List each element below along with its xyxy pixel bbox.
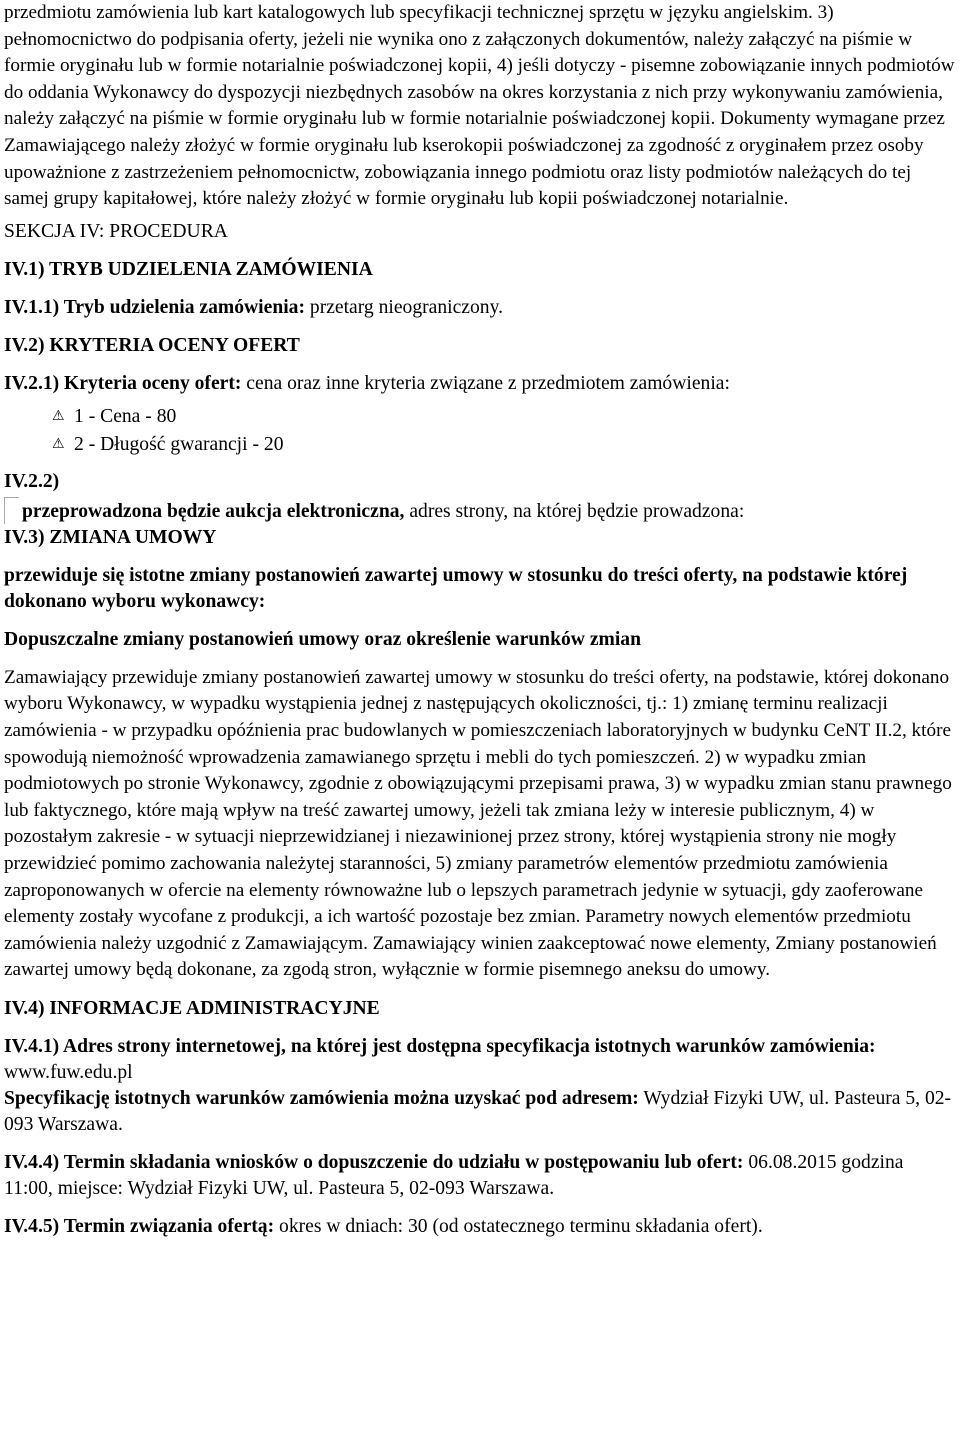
iv4-1-line xyxy=(4,1034,956,1086)
spec-line xyxy=(4,1086,956,1138)
intro-paragraph: przedmiotu zamówienia lub kart katalogowych lub specyfikacji technicznej sprzętu w języku angielskim. 3) pełnomocnictwo do podpisania oferty, jeżeli nie wynika ono z załączonych dokumentów, należy załączyć na piśmie w formie oryginału lub w formie notarialnie poświadczonej kopii, 4) jeśli dotyczy - pisemne zobowiązanie innych podmiotów do oddania Wykonawcy do dyspozycji niezbędnych zasobów na okres korzystania z nich przy wykonywaniu zamówienia, należy załączyć na piśmie w formie oryginału lub w formie notarialnie poświadczonej kopii. Dokumenty wymagane przez Zamawiającego należy złożyć w formie oryginału lub kserokopii poświadczonej za zgodność z oryginałem przez osoby upoważnione z zastrzeżeniem pełnomocnictw, zobowiązania innego podmiotu oraz listy podmiotów należących do tej samej grupy kapitałowej, które należy złożyć w formie oryginału lub kopii poświadczonej notarialnie. xyxy=(4,2,955,210)
iv4-5-line xyxy=(4,1214,956,1240)
iv1-1-value: przetarg nieograniczony. xyxy=(305,296,504,318)
iv2-1-label: IV.2.1) Kryteria oceny ofert: xyxy=(4,372,242,394)
spec-label: Specyfikację istotnych warunków zamówienia można uzyskać pod adresem: xyxy=(4,1087,639,1109)
iv4-4-label: IV.4.4) Termin składania wniosków o dopuszczenie do udziału w postępowaniu lub ofert: xyxy=(4,1151,744,1173)
iv1-1-line xyxy=(4,295,956,321)
iv4-5-label: IV.4.5) Termin związania ofertą: xyxy=(4,1215,275,1237)
criteria-list xyxy=(4,403,956,459)
checkbox-marker-icon xyxy=(4,497,19,524)
warning-bullet-icon: ⚠ xyxy=(52,436,65,452)
iv4-heading: IV.4) INFORMACJE ADMINISTRACYJNE xyxy=(4,997,380,1019)
iv3-subheading: Dopuszczalne zmiany postanowień umowy oraz określenie warunków zmian xyxy=(4,628,641,650)
iv4-1-value: www.fuw.edu.pl xyxy=(4,1061,133,1083)
criterion-text: 2 - Długość gwarancji - 20 xyxy=(74,433,284,455)
iv2-heading: IV.2) KRYTERIA OCENY OFERT xyxy=(4,334,300,356)
list-item xyxy=(52,403,956,431)
iv4-4-value: 06.08.2015 godzina 11:00, miejsce: Wydział Fizyki UW, ul. Pasteura 5, 02-093 Warszawa. xyxy=(4,1151,904,1199)
iv3-intro: przewiduje się istotne zmiany postanowień zawartej umowy w stosunku do treści oferty, na podstawie której dokonano wyboru wykonawcy: xyxy=(4,564,908,612)
list-item xyxy=(52,431,956,459)
section-title: SEKCJA IV: PROCEDURA xyxy=(4,220,228,242)
criterion-text: 1 - Cena - 80 xyxy=(74,405,177,427)
aukcja-value: adres strony, na której będzie prowadzona: xyxy=(404,500,745,522)
iv4-5-value: okres w dniach: 30 (od ostatecznego terminu składania ofert). xyxy=(274,1215,763,1237)
iv3-heading: IV.3) ZMIANA UMOWY xyxy=(4,526,217,548)
aukcja-label: przeprowadzona będzie aukcja elektroniczna, xyxy=(22,500,405,522)
iv1-1-label: IV.1.1) Tryb udzielenia zamówienia: xyxy=(4,296,305,318)
iv2-1-value: cena oraz inne kryteria związane z przedmiotem zamówienia: xyxy=(241,372,730,394)
warning-bullet-icon: ⚠ xyxy=(52,408,65,424)
aukcja-row xyxy=(4,499,956,525)
iv3-body: Zamawiający przewiduje zmiany postanowień zawartej umowy w stosunku do treści oferty, na podstawie, której dokonano wyboru Wykonawcy, w wypadku wystąpienia jednej z następujących okoliczności, tj.: 1) zmianę terminu realizacji zamówienia - w przypadku opóźnienia prac budowlanych w pomieszczeniach laboratoryjnych w budynku CeNT II.2, które spowodują niemożność wprowadzenia zamawianego sprzętu i mebli do tych pomieszczeń. 2) w wypadku zmian podmiotowych po stronie Wykonawcy, zgodnie z obowiązującymi przepisami prawa, 3) w wypadku zmian stanu prawnego lub faktycznego, które mają wpływ na treść zawartej umowy, jeżeli tak zmiana leży w interesie publicznym, 4) w pozostałym zakresie - w sytuacji nieprzewidzianej i niezawinionej przez strony, której wystąpienia strony nie mogły przewidzieć pomimo zachowania należytej staranności, 5) zmiany parametrów elementów przedmiotu zamówienia zaproponowanych w ofercie na elementy równoważne lub o lepszych parametrach jedynie w sytuacji, gdy zaoferowane elementy zostały wycofane z produkcji, a ich wartość pozostaje bez zmian. Parametry nowych elementów przedmiotu zamówienia należy uzgodnić z Zamawiającym. Zamawiający winien zaakceptować nowe elementy, Zmiany postanowień zawartej umowy będą dokonane, za zgodą stron, wyłącznie w formie pisemnego aneksu do umowy. xyxy=(4,666,952,981)
iv4-1-label: IV.4.1) Adres strony internetowej, na której jest dostępna specyfikacja istotnych warunków zamówienia: xyxy=(4,1035,876,1057)
spec-value: Wydział Fizyki UW, ul. Pasteura 5, 02-093 Warszawa. xyxy=(4,1087,952,1135)
iv4-4-line xyxy=(4,1150,956,1202)
iv2-2-label: IV.2.2) xyxy=(4,470,60,492)
iv1-heading: IV.1) TRYB UDZIELENIA ZAMÓWIENIA xyxy=(4,258,373,280)
iv2-1-line xyxy=(4,371,956,397)
